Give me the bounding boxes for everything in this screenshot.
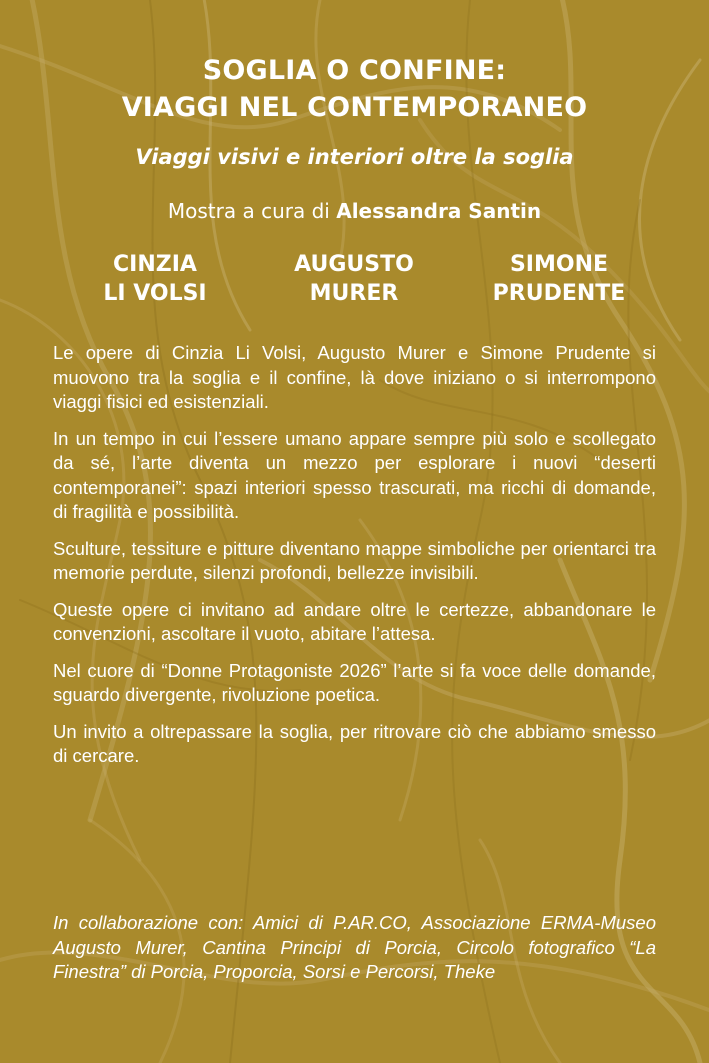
artist-first-name: AUGUSTO bbox=[294, 252, 414, 277]
artist-first-name: SIMONE bbox=[509, 252, 609, 277]
artist-name bbox=[45, 250, 265, 308]
artist-name bbox=[449, 250, 669, 308]
artist-last-name: LI VOLSI bbox=[103, 281, 207, 306]
paragraph: Le opere di Cinzia Li Volsi, Augusto Murer e Simone Prudente si muovono tra la soglia e il confine, là dove iniziano o si interrompono viaggi fisici ed esistenziali. bbox=[53, 342, 656, 412]
artist-first-name: CINZIA bbox=[113, 252, 197, 277]
artist-last-name: MURER bbox=[309, 281, 399, 306]
artist-last-name: PRUDENTE bbox=[492, 281, 626, 306]
description-body bbox=[53, 341, 656, 781]
collaboration-credits: In collaborazione con: Amici di P.AR.CO, Associazione ERMA-Museo Augusto Murer, Cantina Principi di Porcia, Circolo fotografico “La Finestra” di Porcia, Proporcia, Sorsi e Percorsi, Theke bbox=[53, 912, 656, 982]
paragraph: Un invito a oltrepassare la soglia, per ritrovare ciò che abbiamo smesso di cercare. bbox=[53, 720, 656, 766]
paragraph: Sculture, tessiture e pitture diventano mappe simboliche per orientarci tra memorie perdute, silenzi profondi, bellezze invisibili. bbox=[53, 537, 656, 583]
paragraph: Queste opere ci invitano ad andare oltre le certezze, abbandonare le convenzioni, ascoltare il vuoto, abitare l’attesa. bbox=[53, 598, 656, 644]
curator-prefix: Mostra a cura di bbox=[167, 199, 337, 223]
curator-name: Alessandra Santin bbox=[336, 199, 542, 223]
title-line-1: SOGLIA O CONFINE: bbox=[202, 55, 507, 86]
page-title bbox=[0, 52, 709, 126]
paragraph: In un tempo in cui l’essere umano appare sempre più solo e scollegato da sé, l’arte diventa un mezzo per esplorare i nuovi “deserti contemporanei”: spazi interiori spesso trascurati, ma ricchi di domande, di fragilità e possibilità. bbox=[53, 427, 656, 522]
curator-line bbox=[0, 197, 709, 225]
paragraph: Nel cuore di “Donne Protagoniste 2026” l’arte si fa voce delle domande, sguardo divergente, rivoluzione poetica. bbox=[53, 659, 656, 705]
artist-name bbox=[244, 250, 464, 308]
title-line-2: VIAGGI NEL CONTEMPORANEO bbox=[121, 92, 588, 123]
subtitle: Viaggi visivi e interiori oltre la soglia bbox=[135, 145, 574, 169]
